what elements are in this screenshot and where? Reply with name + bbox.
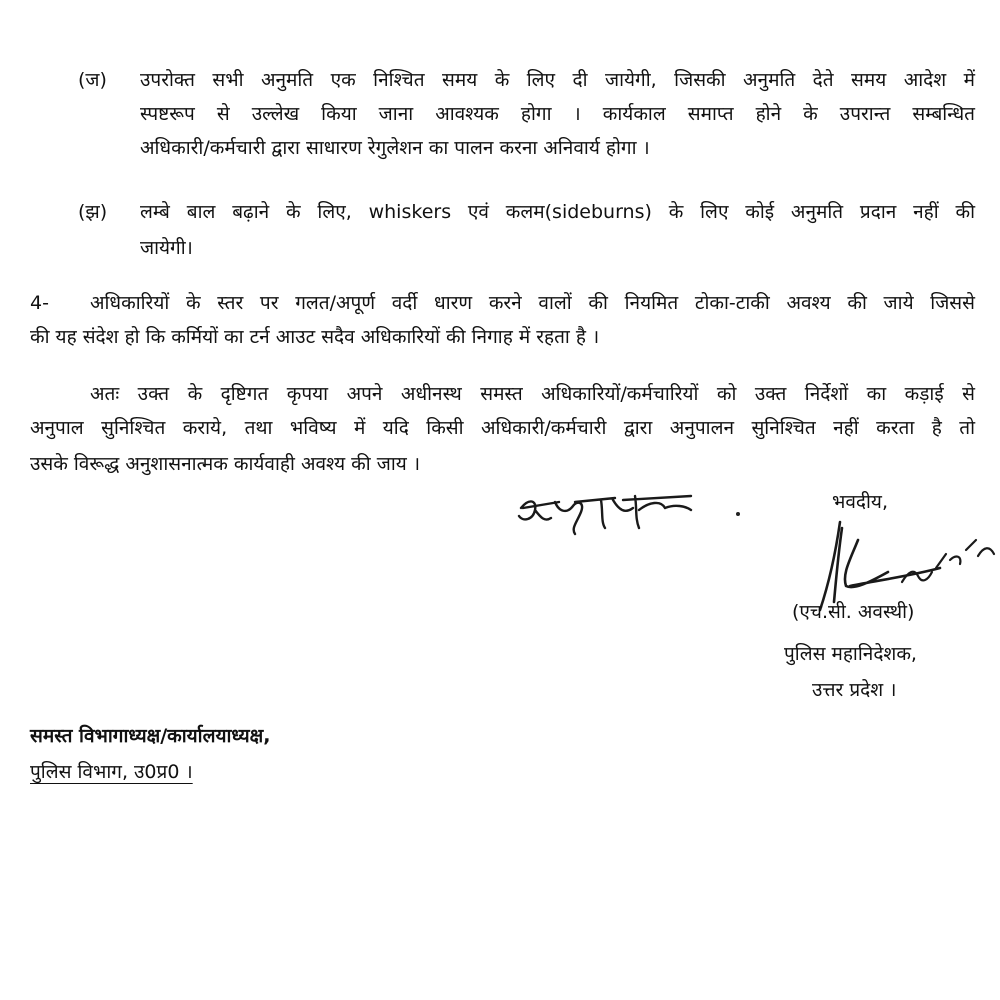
- para-4-line-1: अधिकारियों के स्तर पर गलत/अपूर्ण वर्दी धारण करने वालों की नियमित टोका-टाकी अवश्य की जाये जिससे: [90, 292, 975, 314]
- closing-text: भवदीय,: [832, 491, 888, 513]
- para-jh-marker: (झ): [78, 201, 108, 223]
- addressee-line-1: समस्त विभागाध्यक्ष/कार्यालयाध्यक्ष,: [30, 725, 271, 747]
- para-j-line-3: अधिकारी/कर्मचारी द्वारा साधारण रेगुलेशन का पालन करना अनिवार्य होगा ।: [140, 137, 650, 159]
- para-jh-line-2: जायेगी।: [140, 237, 193, 259]
- ink-dot: [736, 512, 740, 516]
- signatory-state: उत्तर प्रदेश ।: [812, 679, 897, 701]
- para-4-line-2: की यह संदेश हो कि कर्मियों का टर्न आउट सदैव अधिकारियों की निगाह में रहता है ।: [30, 326, 600, 348]
- handwritten-note-icon: [515, 488, 705, 548]
- para-atah-line-2: अनुपाल सुनिश्चित कराये, तथा भविष्य में यदि किसी अधिकारी/कर्मचारी द्वारा अनुपालन सुनिश्चित नहीं करता है तो: [30, 417, 975, 439]
- signatory-designation: पुलिस महानिदेशक,: [784, 643, 917, 665]
- para-j-line-2: स्पष्टरूप से उल्लेख किया जाना आवश्यक होगा । कार्यकाल समाप्त होने के उपरान्त सम्बन्धित: [140, 103, 975, 125]
- para-atah-line-1: अतः उक्त के दृष्टिगत कृपया अपने अधीनस्थ समस्त अधिकारियों/कर्मचारियों को उक्त निर्देशों का कड़ाई से: [90, 383, 975, 405]
- para-4-marker: 4-: [30, 292, 49, 314]
- para-j-marker: (ज): [78, 69, 107, 91]
- addressee-line-2: पुलिस विभाग, उ0प्र0 ।: [30, 761, 193, 783]
- para-atah-line-3: उसके विरूद्ध अनुशासनात्मक कार्यवाही अवश्य की जाय ।: [30, 453, 421, 475]
- para-jh-line-1: लम्बे बाल बढ़ाने के लिए, whiskers एवं कलम(sideburns) के लिए कोई अनुमति प्रदान नहीं की: [140, 201, 975, 223]
- para-j-line-1: उपरोक्त सभी अनुमति एक निश्चित समय के लिए दी जायेगी, जिसकी अनुमति देते समय आदेश में: [140, 69, 975, 91]
- signatory-name: (एच.सी. अवस्थी): [792, 601, 915, 623]
